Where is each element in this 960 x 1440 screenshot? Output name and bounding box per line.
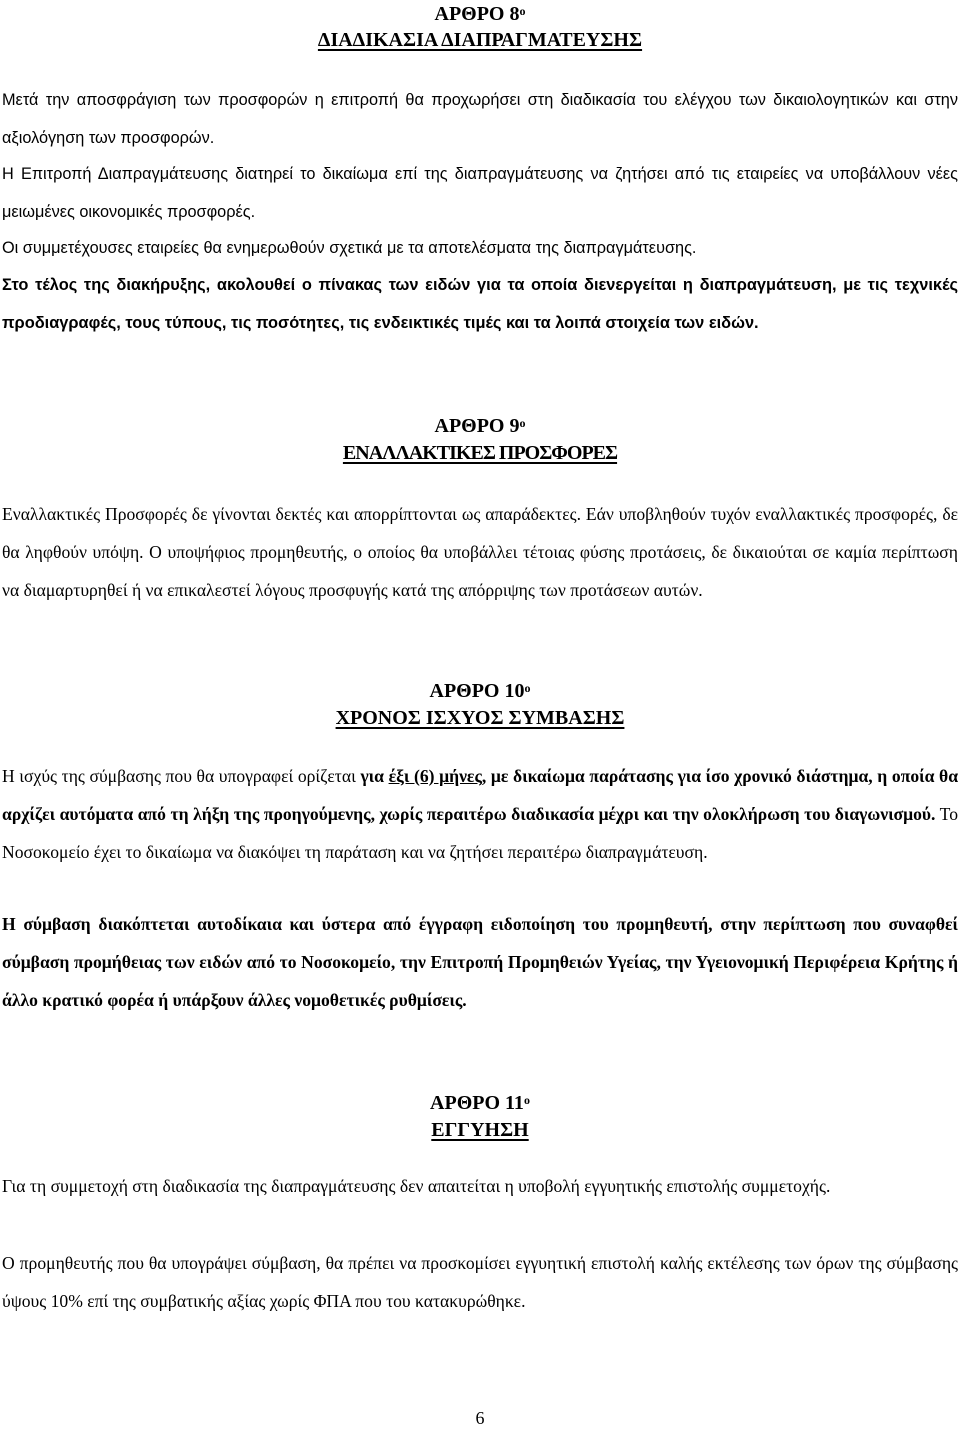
article-11-paragraph-2: Ο προμηθευτής που θα υπογράψει σύμβαση, θα πρέπει να προσκομίσει εγγυητική επιστολή καλής εκτέλεσης των όρων της σύμβασης ύψους 10% επί της συμβατικής αξίας χωρίς ΦΠΑ που του κατακυρώθηκε. [2,1253,958,1311]
page-number: 6 [475,1408,485,1428]
article-9-paragraph-1: Εναλλακτικές Προσφορές δε γίνονται δεκτές και απορρίπτονται ως απαράδεκτες. Εάν υποβληθούν τυχόν εναλλακτικές προσφορές, δε θα ληφθούν υπόψη. Ο υποψήφιος προμηθευτής, ο οποίος θα υποβάλλει τέτοιας φύσης προτάσεις, δε δικαιούται σε καμία περίπτωση να διαμαρτυρηθεί ή να επικαλεστεί λόγους προσφυγής κατά της απόρριψης των προτάσεων αυτών. [2,504,958,600]
article-9-subtitle: ΕΝΑΛΛΑΚΤΙΚΕΣ ΠΡΟΣΦΟΡΕΣ [342,442,618,464]
article-10-title: ΑΡΘΡΟ $10^o$ [429,680,531,702]
article-8-subtitle: ΔΙΑΔΙΚΑΣΙΑ ΔΙΑΠΡΑΓΜΑΤΕΥΣΗΣ [317,29,643,51]
article-9-title: ΑΡΘΡΟ $9^o$ [434,415,526,437]
article-10-paragraph-2: Η σύμβαση διακόπτεται αυτοδίκαια και ύστερα από έγγραφη ειδοποίηση του προμηθευτή, στην περίπτωση που συναφθεί σύμβαση προμήθειας των ειδών από το Νοσοκομείο, την Επιτροπή Προμηθειών Υγείας, την Υγειονομική Περιφέρεια Κρήτης ή άλλο κρατικό φορέα ή υπάρξουν άλλες νομοθετικές ρυθμίσεις. [2,914,958,1010]
article-8-paragraph-3: Οι συμμετέχουσες εταιρείες θα ενημερωθούν σχετικά με τα αποτελέσματα της διαπραγμάτευσης. [2,239,697,257]
article-11-title: ΑΡΘΡΟ $11^o$ [430,1092,530,1114]
article-8-title: ΑΡΘΡΟ $8^o$ [434,3,526,25]
article-11-subtitle: ΕΓΓΥΗΣΗ [431,1119,529,1141]
article-8-paragraph-2: Η Επιτροπή Διαπραγμάτευσης διατηρεί το δικαίωμα επί της διαπραγμάτευσης να ζητήσει από τις εταιρείες να υποβάλλουν νέες μειωμένες οικονομικές προσφορές. [2,165,958,221]
article-8-paragraph-4: Στο τέλος της διακήρυξης, ακολουθεί ο πίνακας των ειδών για τα οποία διενεργείται η διαπραγμάτευση, με τις τεχνικές προδιαγραφές, τους τύπους, τις ποσότητες, τις ενδεικτικές τιμές και τα λοιπά στοιχεία των ειδών. [2,276,958,332]
article-8-paragraph-1: Μετά την αποσφράγιση των προσφορών η επιτροπή θα προχωρήσει στη διαδικασία του ελέγχου των δικαιολογητικών και στην αξιολόγηση των προσφορών. [2,91,958,147]
article-11-paragraph-1: Για τη συμμετοχή στη διαδικασία της διαπραγμάτευσης δεν απαιτείται η υποβολή εγγυητικής επιστολής συμμετοχής. [2,1176,831,1196]
article-10-paragraph-1: Η ισχύς της σύμβασης που θα υπογραφεί ορίζεται για έξι (6) μήνες, με δικαίωμα παράτασης για ίσο χρονικό διάστημα, η οποία θα αρχίζει αυτόματα από τη λήξη της προηγούμενης, χωρίς περαιτέρω διαδικασία μέχρι και την ολοκλήρωση του διαγωνισμού. Το Νοσοκομείο έχει το δικαίωμα να διακόψει τη παράταση και να ζητήσει περαιτέρω διαπραγμάτευση. [2,766,959,862]
article-10-subtitle: ΧΡΟΝΟΣ ΙΣΧΥΟΣ ΣΥΜΒΑΣΗΣ [335,707,625,729]
duration-emphasis: έξι (6) μήνες [388,766,482,786]
